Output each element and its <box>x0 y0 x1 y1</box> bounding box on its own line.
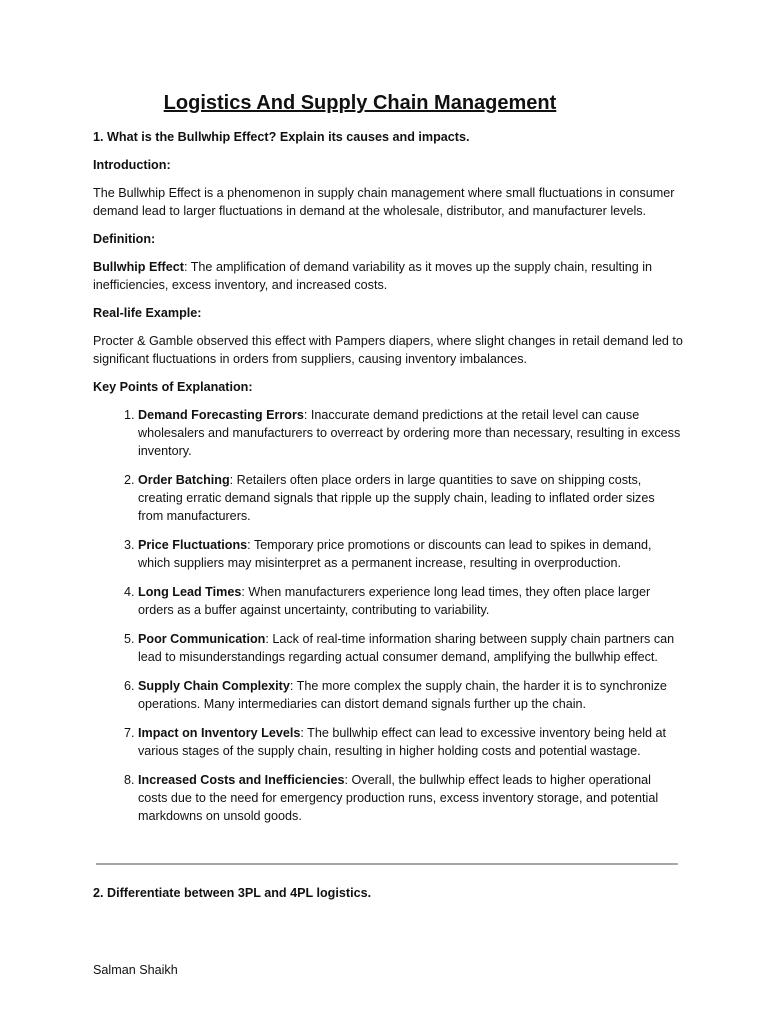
definition-label: Definition: <box>93 232 156 246</box>
definition-term: Bullwhip Effect <box>93 260 184 274</box>
key-point-text: : Inaccurate demand predictions at the retail level can cause wholesalers and manufacturers to overreact by ordering more than necessary, resulting in excess inventory. <box>138 408 681 458</box>
key-point-item <box>138 677 683 713</box>
key-point-term: Poor Communication <box>138 632 266 646</box>
key-point-text: : Overall, the bullwhip effect leads to higher operational costs due to the need for emergency production runs, excess inventory storage, and potential markdowns on unsold goods. <box>138 773 659 823</box>
key-point-item <box>138 724 683 760</box>
key-point-term: Demand Forecasting Errors <box>138 408 304 422</box>
key-points-label: Key Points of Explanation: <box>93 380 253 394</box>
key-points-list <box>93 406 683 825</box>
key-point-term: Order Batching <box>138 473 230 487</box>
key-point-term: Price Fluctuations <box>138 538 248 552</box>
key-point-text: : The bullwhip effect can lead to excessive inventory being held at various stages of the supply chain, resulting in higher holding costs and potential wastage. <box>138 726 667 758</box>
introduction-text: The Bullwhip Effect is a phenomenon in supply chain management where small fluctuations in consumer demand lead to larger fluctuations in demand at the wholesale, distributor, and manufacturer levels. <box>93 186 675 218</box>
key-point-text: : Lack of real-time information sharing between supply chain partners can lead to misunderstandings regarding actual consumer demand, amplifying the bullwhip effect. <box>138 632 675 664</box>
key-point-text: : Retailers often place orders in large quantities to save on shipping costs, creating erratic demand signals that ripple up the supply chain, leading to inflated order sizes from manufacturers. <box>138 473 655 523</box>
key-point-term: Supply Chain Complexity <box>138 679 290 693</box>
key-point-item <box>138 583 683 619</box>
key-point-text: : The more complex the supply chain, the harder it is to synchronize operations. Many intermediaries can distort demand signals further up the chain. <box>138 679 667 711</box>
key-point-term: Long Lead Times <box>138 585 242 599</box>
key-point-term: Increased Costs and Inefficiencies <box>138 773 345 787</box>
question-2-heading: 2. Differentiate between 3PL and 4PL logistics. <box>93 886 372 900</box>
definition-text: : The amplification of demand variability as it moves up the supply chain, resulting in inefficiencies, excess inventory, and increased costs. <box>93 260 653 292</box>
example-text: Procter & Gamble observed this effect with Pampers diapers, where slight changes in retail demand led to significant fluctuations in orders from suppliers, causing inventory imbalances. <box>93 334 683 366</box>
question-1-section <box>93 128 683 836</box>
key-point-item <box>138 406 683 460</box>
document-title: Logistics And Supply Chain Management <box>163 92 557 114</box>
key-point-item <box>138 536 683 572</box>
footer-author: Salman Shaikh <box>93 963 178 977</box>
key-point-item <box>138 630 683 666</box>
key-point-item <box>138 771 683 825</box>
horizontal-divider <box>96 863 678 865</box>
key-point-term: Impact on Inventory Levels <box>138 726 301 740</box>
key-point-item <box>138 471 683 525</box>
key-point-text: : When manufacturers experience long lead times, they often place larger orders as a buffer against uncertainty, contributing to variability. <box>138 585 651 617</box>
question-1-heading: 1. What is the Bullwhip Effect? Explain its causes and impacts. <box>93 130 470 144</box>
definition-paragraph <box>93 258 683 294</box>
example-label: Real-life Example: <box>93 306 202 320</box>
key-point-text: : Temporary price promotions or discounts can lead to spikes in demand, which suppliers may misinterpret as a permanent increase, resulting in overproduction. <box>138 538 652 570</box>
introduction-label: Introduction: <box>93 158 171 172</box>
